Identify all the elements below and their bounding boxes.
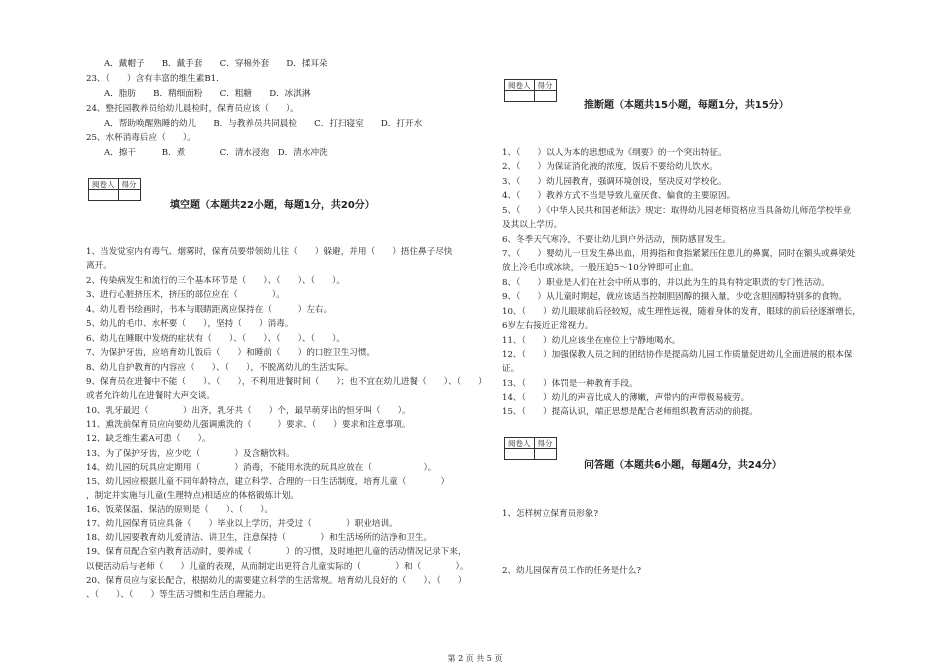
score-box	[504, 79, 557, 102]
judge-line: 6岁左右接近正常视力。	[502, 321, 594, 331]
fill-line: 17、幼儿园保育员应具备（ ）毕业以上学历，并受过（ ）职业培训。	[86, 519, 398, 529]
score-header-grader: 阅卷人	[89, 179, 119, 190]
fill-line: 9、保育员在进餐中不能（ ）、（ ），不利用进餐时间（ ）；也不宜在幼儿进餐（ ）、（ ）	[86, 377, 487, 387]
score-box	[88, 178, 141, 201]
judge-line: 10、（ ）幼儿眼球前后径较短，成生理性远视，随着身体的发育，眼球的前后径逐渐增长，	[502, 307, 861, 317]
fill-line: 1、当发觉室内有毒气、烟雾时，保育员要带领幼儿往（ ）躲避，并用（ ）捂住鼻子尽快	[86, 247, 453, 257]
judge-line: 证。	[502, 364, 520, 374]
fill-line: 2、传染病发生和流行的三个基本环节是（ ）、（ ）、（ ）。	[86, 276, 345, 286]
judge-line: 2、（ ）为保证消化液的浓度，饭后不要给幼儿饮水。	[502, 162, 719, 172]
judge-line: 9、（ ）从儿童时期起，就应该适当控制胆固醇的摄入量，少吃含胆固醇特别多的食物。	[502, 292, 847, 302]
qa-question: 2、幼儿园保育员工作的任务是什么?	[502, 566, 641, 576]
section-title-fill: 填空题（本题共22小题，每题1分，共20分）	[170, 200, 375, 211]
judge-line: 4、（ ）教养方式不当是导致儿童厌食、偏食的主要原因。	[502, 191, 736, 201]
fill-line: 18、幼儿园要教育幼儿爱清洁、讲卫生，注意保持（ ）和生活场所的洁净和卫生。	[86, 533, 433, 543]
judge-line: 13、（ ）体罚是一种教育手段。	[502, 379, 638, 389]
fill-line: 7、为保护牙齿，应培育幼儿饭后（ ）和睡前（ ）的口腔卫生习惯。	[86, 348, 376, 358]
qa-question: 1、怎样树立保育员形象?	[502, 509, 599, 519]
choice-line: 24、整托园教养员给幼儿晨检时，保育员应该（ ）。	[86, 104, 299, 114]
choice-line: 25、水杯消毒后应（ ）。	[86, 133, 196, 143]
judge-line: 1、（ ）以人为本的思想成为《纲要》的一个突出特征。	[502, 148, 727, 158]
section-title-judge: 推断题（本题共15小题，每题1分，共15分）	[584, 100, 789, 111]
judge-line: 14、（ ）幼儿的声音比成人的薄嫩，声带内的声带极易疲劳。	[502, 393, 750, 403]
fill-line: 8、幼儿自护教育的内容应（ ）、（ ），不脱离幼儿的生活实际。	[86, 363, 354, 373]
score-header-grader: 阅卷人	[505, 438, 535, 449]
judge-line: 及其以上学历。	[502, 220, 563, 230]
fill-line: 或者允许幼儿在进餐时大声交谈。	[86, 391, 215, 401]
fill-line: 6、幼儿在睡眠中发烧的症状有（ ）、（ ）、（ ）、（ ）。	[86, 334, 345, 344]
judge-line: 6、冬季天气寒冷，不要让幼儿到户外活动，预防感冒发生。	[502, 235, 731, 245]
score-box	[504, 437, 557, 460]
choice-line: A．戴帽子 B．戴手套 C．穿棉外套 D．揉耳朵	[104, 59, 328, 69]
fill-line: ，制定并实施与儿童(生理特点)相适应的体格锻炼计划。	[86, 491, 299, 501]
section-title-qa: 问答题（本题共6小题，每题4分，共24分）	[584, 460, 782, 471]
fill-line: 16、饭菜保温、保洁的原则是（ ）、（ ）。	[86, 505, 274, 515]
judge-line: 放上冷毛巾或冰块，一般压迫5～10分钟即可止血。	[502, 263, 699, 273]
fill-line: 离开。	[86, 261, 112, 271]
choice-line: A．帮助唤醒熟睡的幼儿 B．与教养员共同晨检 C．打扫寝室 D．打开水	[104, 119, 423, 129]
score-header-score: 得分	[534, 80, 556, 91]
fill-line: 、（ ）、（ ）等生活习惯和生活自理能力。	[86, 590, 271, 600]
judge-line: 11、（ ）幼儿应该坐在座位上宁静地喝水。	[502, 336, 681, 346]
judge-line: 5、（ ）《中华人民共和国老师法》规定：取得幼儿园老师资格应当具备幼儿师范学校毕业	[502, 206, 852, 216]
judge-line: 15、（ ）提高认识，端正思想是配合老师组织教育活动的前提。	[502, 407, 758, 417]
judge-line: 3、（ ）幼儿园教育，强调环境创设，坚决反对学校化。	[502, 177, 727, 187]
fill-line: 5、幼儿的毛巾、水杯要（ ），坚持（ ）消毒。	[86, 319, 294, 329]
score-header-score: 得分	[118, 179, 140, 190]
fill-line: 13、为了保护牙齿，应少吃（ ）及含糖饮料。	[86, 449, 295, 459]
fill-line: 12、缺乏维生素A可患（ ）。	[86, 434, 211, 444]
fill-line: 11、熏洗前保育员应向要幼儿强调熏洗的（ ）要求、（ ）要求和注意事项。	[86, 420, 411, 430]
page-footer: 第 2 页 共 5 页	[447, 654, 503, 663]
choice-line: A．擦干 B．煮 C．清水浸泡 D．清水冲洗	[104, 148, 328, 158]
judge-line: 7、（ ）婴幼儿一旦发生鼻出血，用拇指和食指紧紧压住患儿的鼻翼，同时在额头或鼻梁处	[502, 249, 856, 259]
fill-line: 20、保育员应与家长配合，根据幼儿的需要建立科学的生活常规。培育幼儿良好的（ ）、（ ）	[86, 576, 467, 586]
choice-line: 23、（ ）含有丰富的维生素B1.	[86, 74, 219, 84]
fill-line: 14、幼儿园的玩具应定期用（ ）消毒，不能用水洗的玩具应放在（ ）。	[86, 463, 437, 473]
judge-line: 12、（ ）加强保教人员之间的团结协作是提高幼儿园工作质量促进幼儿全面进展的根本保	[502, 350, 853, 360]
fill-line: 19、保育员配合室内教育活动时，要养成（ ）的习惯，及时地把儿童的活动情况记录下来，	[86, 547, 467, 557]
fill-line: 3、进行心脏挤压术，挤压的部位应在（ ）。	[86, 290, 285, 300]
fill-line: 15、幼儿园应根据儿童不同年龄特点，建立科学、合理的一日生活制度，培育儿童（ ）	[86, 477, 450, 487]
judge-line: 8、（ ）职业是人们在社会中所从事的，并以此为生的具有特定职责的专门性活动。	[502, 278, 830, 288]
score-header-grader: 阅卷人	[505, 80, 535, 91]
fill-line: 4、幼儿看书绘画时，书本与眼睛距离应保持在（ ）左右。	[86, 305, 333, 315]
fill-line: 10、乳牙最迟（ ）出齐，乳牙共（ ）个，最早萌芽出的恒牙叫（ ）。	[86, 406, 411, 416]
fill-line: 以便活动后与老师（ ）儿童的表现，从而制定出更符合儿童实际的（ ）和（ ）。	[86, 562, 469, 572]
choice-line: A．脂肪 B．精细面粉 C．粗糖 D．冰淇淋	[104, 89, 311, 99]
score-header-score: 得分	[534, 438, 556, 449]
